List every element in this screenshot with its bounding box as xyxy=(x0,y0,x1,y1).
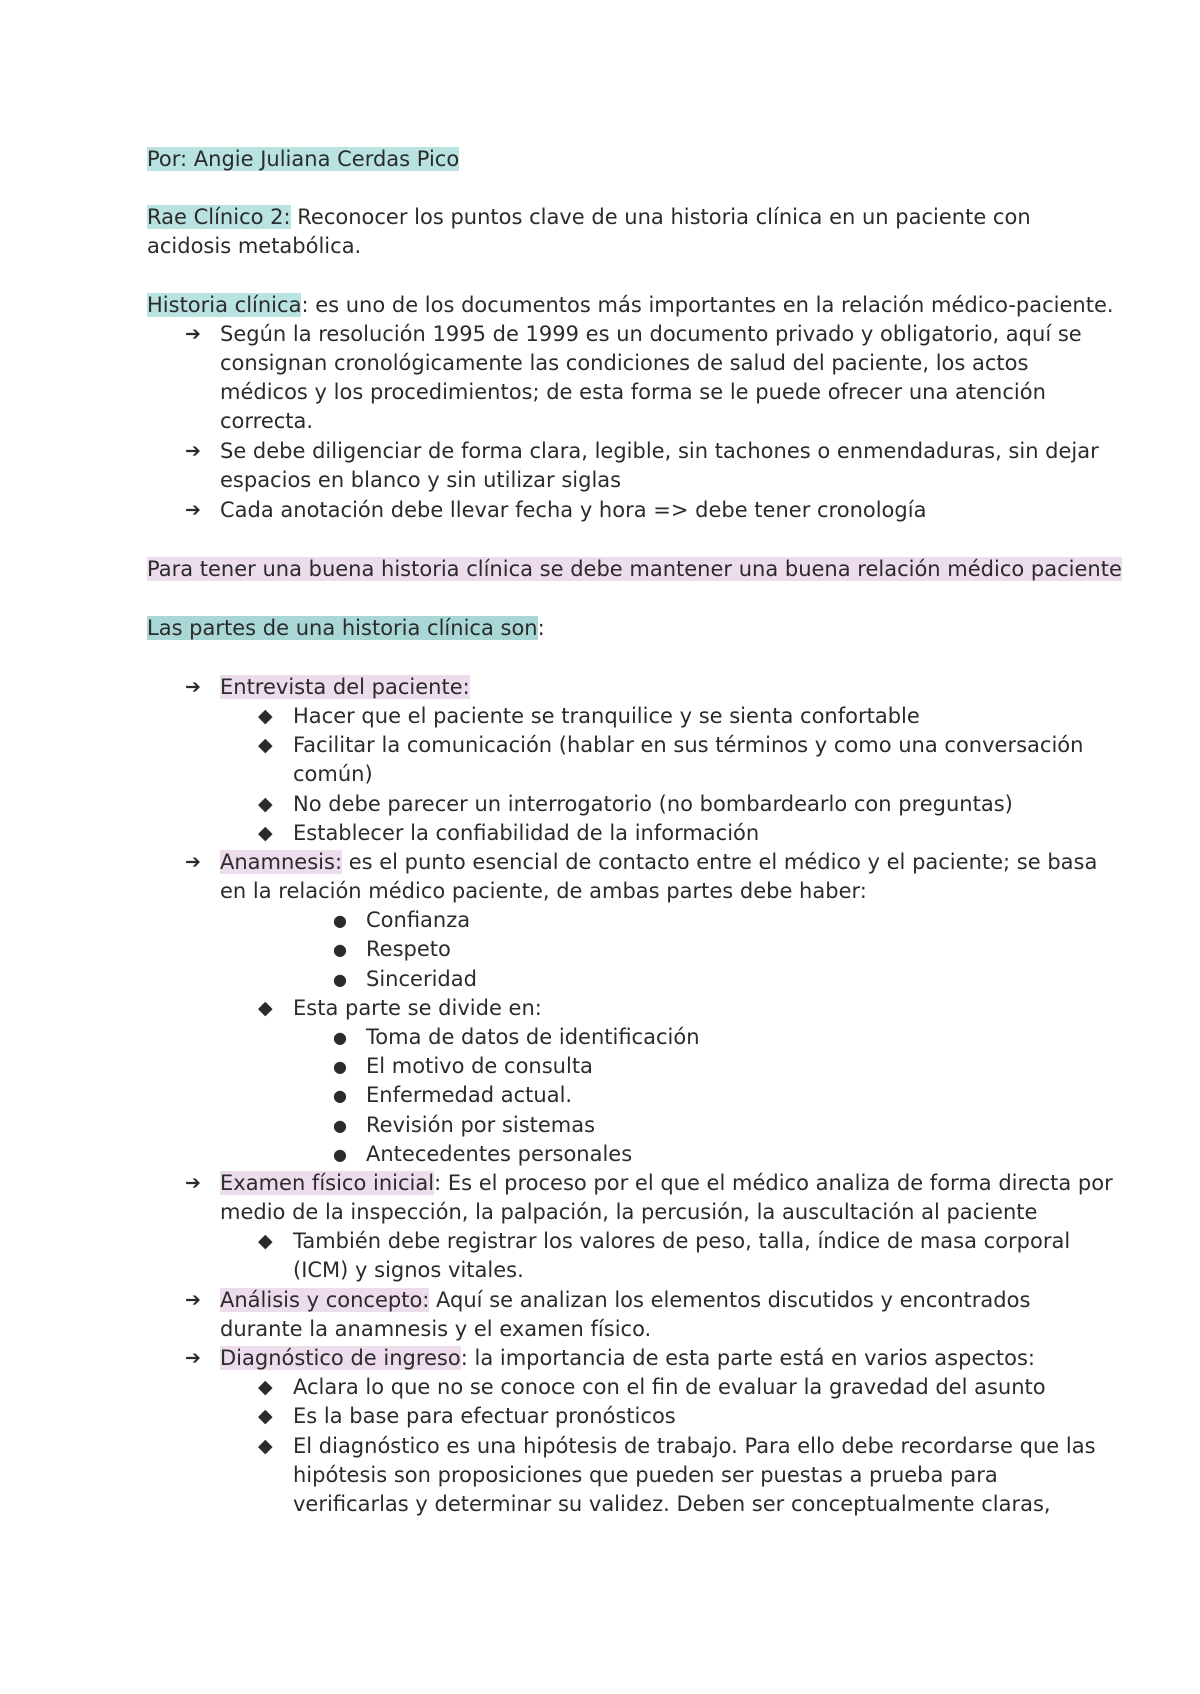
rae-label: Rae Clínico 2: xyxy=(147,205,291,229)
arrow-icon: ➔ xyxy=(185,323,201,345)
diamond-icon: ◆ xyxy=(258,822,273,844)
partes-line xyxy=(147,614,545,643)
analisis-label: Análisis y concepto: xyxy=(220,1288,430,1312)
partes-colon: : xyxy=(537,616,545,640)
anamnesis-value: Respeto xyxy=(366,937,451,961)
arrow-icon: ➔ xyxy=(185,499,201,521)
entrevista-label: Entrevista del paciente: xyxy=(220,675,470,699)
diamond-icon: ◆ xyxy=(258,1376,273,1398)
diagnostico-line xyxy=(220,1344,1035,1373)
dot-icon: ● xyxy=(333,1028,347,1047)
historia-b2-1: Se debe diligenciar de forma clara, legible, sin tachones o enmendaduras, sin dejar xyxy=(220,439,1099,463)
author-line xyxy=(147,145,459,174)
entrevista-item: Hacer que el paciente se tranquilice y se sienta confortable xyxy=(293,704,920,728)
entrevista-line xyxy=(220,673,470,702)
dot-icon: ● xyxy=(333,970,347,989)
rae-text: Reconocer los puntos clave de una historia clínica en un paciente con xyxy=(290,205,1031,229)
historia-b1-4: correcta. xyxy=(220,409,314,433)
historia-b1-1: Según la resolución 1995 de 1999 es un documento privado y obligatorio, aquí se xyxy=(220,322,1082,346)
diagnostico-item: hipótesis son proposiciones que pueden ser puestas a prueba para xyxy=(293,1463,998,1487)
rae-line xyxy=(147,203,1031,232)
arrow-icon: ➔ xyxy=(185,1289,201,1311)
anamnesis-value: Confianza xyxy=(366,908,471,932)
entrevista-item: común) xyxy=(293,762,373,786)
historia-b1-3: médicos y los procedimientos; de esta forma se le puede ofrecer una atención xyxy=(220,380,1046,404)
partes-label: Las partes de una historia clínica son xyxy=(147,616,538,640)
diamond-icon: ◆ xyxy=(258,1435,273,1457)
diamond-icon: ◆ xyxy=(258,1405,273,1427)
entrevista-item: No debe parecer un interrogatorio (no bombardearlo con preguntas) xyxy=(293,792,1013,816)
historia-line xyxy=(147,291,1114,320)
anamnesis-line xyxy=(220,848,1097,877)
anamnesis-part: Revisión por sistemas xyxy=(366,1113,596,1137)
dot-icon: ● xyxy=(333,1086,347,1105)
rae-line-2: acidosis metabólica. xyxy=(147,234,362,258)
diamond-icon: ◆ xyxy=(258,705,273,727)
anamnesis-part: Enfermedad actual. xyxy=(366,1083,573,1107)
diagnostico-item: verificarlas y determinar su validez. Deben ser conceptualmente claras, xyxy=(293,1492,1051,1516)
examen-line xyxy=(220,1169,1113,1198)
anamnesis-part: Antecedentes personales xyxy=(366,1142,633,1166)
diagnostico-item: Es la base para efectuar pronósticos xyxy=(293,1404,676,1428)
historia-b3: Cada anotación debe llevar fecha y hora => debe tener cronología xyxy=(220,498,927,522)
dot-icon: ● xyxy=(333,1057,347,1076)
anamnesis-value: Sinceridad xyxy=(366,967,477,991)
historia-b2-2: espacios en blanco y sin utilizar siglas xyxy=(220,468,622,492)
diagnostico-text: : la importancia de esta parte está en varios aspectos: xyxy=(460,1346,1036,1370)
examen-line-2: medio de la inspección, la palpación, la percusión, la auscultación al paciente xyxy=(220,1200,1038,1224)
examen-sub: También debe registrar los valores de peso, talla, índice de masa corporal xyxy=(293,1229,1071,1253)
dot-icon: ● xyxy=(333,1145,347,1164)
arrow-icon: ➔ xyxy=(185,440,201,462)
examen-text: : Es el proceso por el que el médico analiza de forma directa por xyxy=(434,1171,1113,1195)
dot-icon: ● xyxy=(333,1116,347,1135)
arrow-icon: ➔ xyxy=(185,676,201,698)
entrevista-item: Establecer la confiabilidad de la información xyxy=(293,821,760,845)
analisis-line-2: durante la anamnesis y el examen físico. xyxy=(220,1317,652,1341)
arrow-icon: ➔ xyxy=(185,851,201,873)
diagnostico-item: El diagnóstico es una hipótesis de trabajo. Para ello debe recordarse que las xyxy=(293,1434,1096,1458)
anamnesis-part: Toma de datos de identificación xyxy=(366,1025,700,1049)
diamond-icon: ◆ xyxy=(258,734,273,756)
author-label: Por: Angie Juliana Cerdas Pico xyxy=(147,147,460,171)
anamnesis-text: es el punto esencial de contacto entre el médico y el paciente; se basa xyxy=(342,850,1098,874)
diagnostico-label: Diagnóstico de ingreso xyxy=(220,1346,461,1370)
arrow-icon: ➔ xyxy=(185,1172,201,1194)
diamond-icon: ◆ xyxy=(258,1230,273,1252)
diagnostico-item: Aclara lo que no se conoce con el fin de evaluar la gravedad del asunto xyxy=(293,1375,1046,1399)
historia-b1-2: consignan cronológicamente las condiciones de salud del paciente, los actos xyxy=(220,351,1029,375)
anamnesis-line-2: en la relación médico paciente, de ambas partes debe haber: xyxy=(220,879,867,903)
examen-sub: (ICM) y signos vitales. xyxy=(293,1258,524,1282)
historia-label: Historia clínica xyxy=(147,293,302,317)
anamnesis-label: Anamnesis: xyxy=(220,850,343,874)
diamond-icon: ◆ xyxy=(258,997,273,1019)
arrow-icon: ➔ xyxy=(185,1347,201,1369)
analisis-text: Aquí se analizan los elementos discutidos y encontrados xyxy=(429,1288,1031,1312)
examen-label: Examen físico inicial xyxy=(220,1171,435,1195)
diamond-icon: ◆ xyxy=(258,793,273,815)
analisis-line xyxy=(220,1286,1030,1315)
buena-line xyxy=(147,555,1122,584)
entrevista-item: Facilitar la comunicación (hablar en sus términos y como una conversación xyxy=(293,733,1084,757)
anamnesis-divide: Esta parte se divide en: xyxy=(293,996,542,1020)
historia-text: : es uno de los documentos más importantes en la relación médico-paciente. xyxy=(301,293,1114,317)
dot-icon: ● xyxy=(333,911,347,930)
buena-text: Para tener una buena historia clínica se debe mantener una buena relación médico paciente xyxy=(147,557,1122,581)
dot-icon: ● xyxy=(333,940,347,959)
anamnesis-part: El motivo de consulta xyxy=(366,1054,593,1078)
